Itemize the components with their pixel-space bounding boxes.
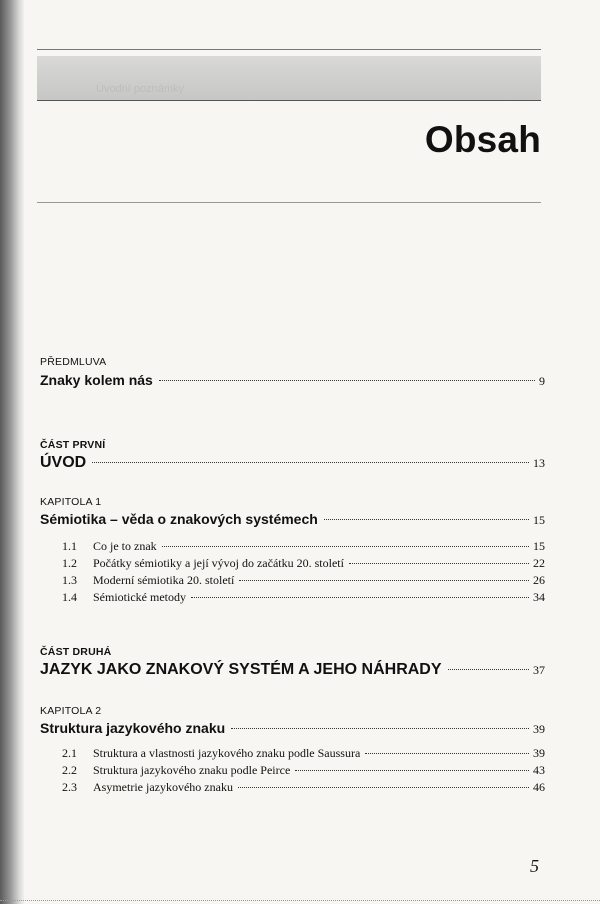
subentry-title: Sémiotické metody [93,590,186,604]
subentry-page: 34 [533,590,545,604]
toc-entry-predmluva[interactable] [40,372,545,389]
top-rule [37,49,541,50]
toc-entry-jazyk[interactable] [40,661,545,679]
subentry-title: Struktura a vlastnosti jazykového znaku podle Saussura [93,746,361,760]
subentry-page: 15 [533,539,545,553]
leader-dots [92,462,529,463]
page-edge [0,900,600,904]
toc-subentry-2-3[interactable] [62,780,545,795]
toc-entry-kapitola-2[interactable] [40,720,545,737]
subentry-title: Co je to znak [93,539,157,553]
toc-entry-uvod[interactable] [40,454,545,472]
subentry-title: Asymetrie jazykového znaku [93,780,233,794]
toc-entry-title: JAZYK JAKO ZNAKOVÝ SYSTÉM A JEHO NÁHRADY [40,661,442,678]
leader-dots [324,519,529,520]
title-rule [37,202,541,203]
leader-dots [238,787,529,788]
subentry-title: Moderní sémiotika 20. století [93,573,235,587]
subentry-number: 2.2 [62,763,77,777]
toc-entry-title: Znaky kolem nás [40,372,153,388]
toc-entry-page: 37 [533,663,545,677]
page-number: 5 [530,856,539,876]
subentry-number: 1.4 [62,590,77,604]
subentry-number: 2.1 [62,746,77,760]
leader-dots [231,728,529,729]
leader-dots [295,770,529,771]
subentry-number: 1.1 [62,539,77,553]
subentry-page: 22 [533,556,545,570]
subentry-title: Počátky sémiotiky a její vývoj do začátku 20. století [93,556,344,570]
toc-subentry-1-4[interactable] [62,590,545,605]
toc-entry-title: ÚVOD [40,454,87,471]
toc-subentry-2-1[interactable] [62,746,545,761]
toc-entry-page: 39 [533,722,545,736]
book-spine-shadow [0,0,24,904]
leader-dots [448,669,529,670]
page-title: Obsah [424,119,541,160]
toc-subentry-1-3[interactable] [62,573,545,588]
subentry-page: 39 [533,746,545,760]
toc-subentry-1-1[interactable] [62,539,545,554]
leader-dots [349,563,529,564]
leader-dots [191,597,529,598]
section-label-cast-druha: ČÁST DRUHÁ [40,646,112,658]
subentry-page: 26 [533,573,545,587]
section-label-cast-prvni: ČÁST PRVNÍ [40,439,106,451]
chapter-label-2: KAPITOLA 2 [40,705,102,717]
chapter-label-1: KAPITOLA 1 [40,496,102,508]
toc-entry-title: Sémiotika – věda o znakových systémech [40,511,318,527]
subentry-page: 46 [533,780,545,794]
toc-entry-kapitola-1[interactable] [40,511,545,528]
leader-dots [365,753,529,754]
leader-dots [239,580,529,581]
toc-subentry-1-2[interactable] [62,556,545,571]
subentry-number: 2.3 [62,780,77,794]
toc-subentry-2-2[interactable] [62,763,545,778]
header-band-rule [37,100,541,101]
toc-entry-page: 13 [533,456,545,470]
toc-entry-title: Struktura jazykového znaku [40,720,226,736]
leader-dots [159,380,535,381]
subentry-number: 1.2 [62,556,77,570]
toc-entry-page: 9 [539,374,545,388]
leader-dots [162,546,529,547]
subentry-number: 1.3 [62,573,77,587]
toc-entry-page: 15 [533,513,545,527]
subentry-page: 43 [533,763,545,777]
header-band-text: Úvodní poznámky [96,83,185,95]
subentry-title: Struktura jazykového znaku podle Peirce [93,763,291,777]
section-label-predmluva: PŘEDMLUVA [40,356,107,368]
